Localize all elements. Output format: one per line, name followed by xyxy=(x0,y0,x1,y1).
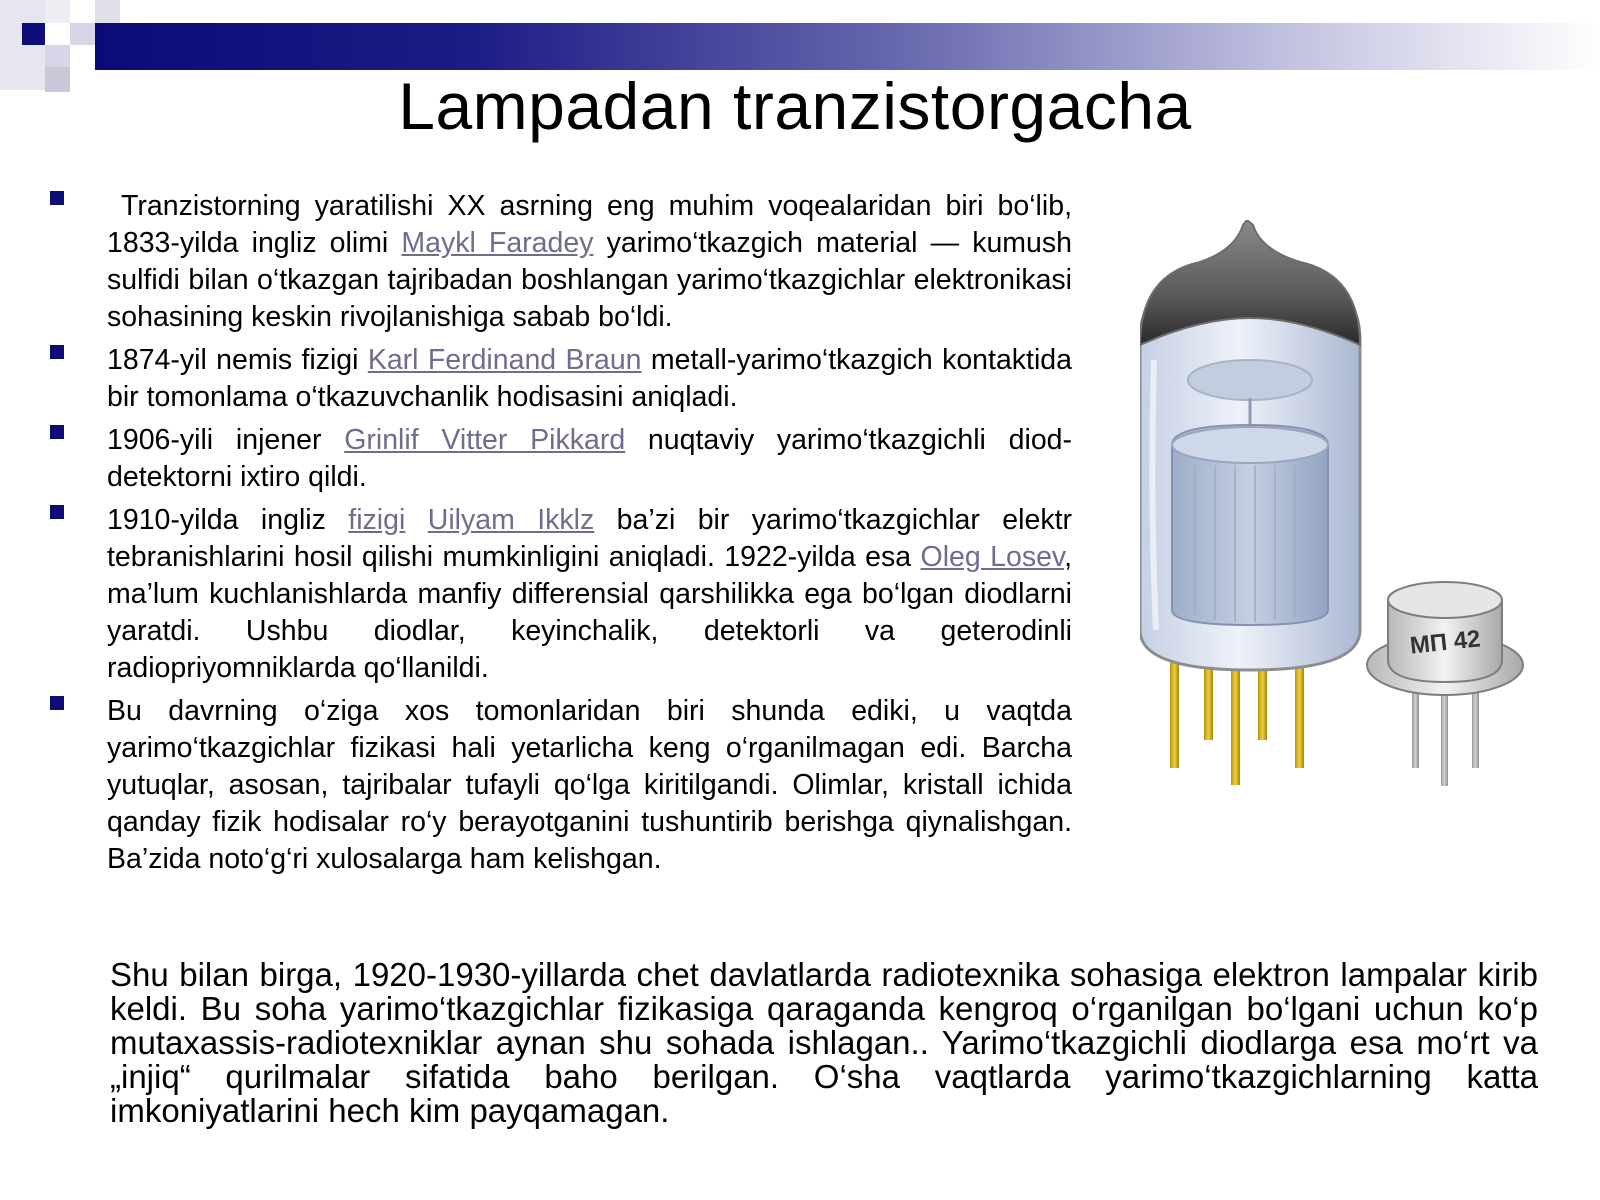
square-bullet-icon xyxy=(50,345,64,359)
link-maykl-faradey[interactable]: Maykl Faradey xyxy=(401,227,594,259)
corner-square-5 xyxy=(70,0,95,23)
bullet-item: Bu davrning o‘ziga xos tomonlaridan biri shunda ediki, u vaqtda yarimo‘tkazgichlar fizikasi hali yetarlicha keng o‘rganilmagan edi. Barcha yutuqlar, asosan, tajribalar tufayli qo‘lga kiritilgandi. Olimlar, kristall ichida qanday fizik hodisalar ro‘y berayotganini tushuntirib berishga qiynalishgan. Ba’zida noto‘g‘ri xulosalarga ham kelishgan. xyxy=(50,693,1072,878)
corner-square-2 xyxy=(45,0,70,23)
bullet-item: 1874-yil nemis fizigi Karl Ferdinand Braun metall-yarimo‘tkazgich kontaktida bir tomonlama o‘tkazuvchanlik hodisasini aniqladi. xyxy=(50,342,1072,416)
square-bullet-icon xyxy=(50,505,64,519)
square-bullet-icon xyxy=(50,696,64,710)
corner-square-6 xyxy=(95,0,120,23)
bullet-item: 1906-yili injener Grinlif Vitter Pikkard nuqtaviy yarimo‘tkazgichli diod-detektorni ixtiro qildi. xyxy=(50,422,1072,496)
square-bullet-icon xyxy=(50,191,64,205)
bullet-item: Tranzistorning yaratilishi XX asrning eng muhim voqealaridan biri bo‘lib, 1833-yilda ingliz olimi Maykl Faradey yarimo‘tkazgich material — kumush sulfidi bilan o‘tkazgan tajribadan boshlangan yarimo‘tkazgichlar elektronikasi sohasining keskin rivojlanishiga sabab bo‘ldi. xyxy=(50,188,1072,336)
corner-square-4 xyxy=(22,23,45,45)
header-gradient-bar xyxy=(95,23,1600,70)
closing-paragraph: Shu bilan birga, 1920-1930-yillarda chet davlatlarda radiotexnika sohasiga elektron lampalar kirib keldi. Bu soha yarimo‘tkazgichlar fizikasiga qaraganda kengroq o‘rganilgan bo‘lgani uchun ko‘p mutaxassis-radiotexniklar aynan shu sohada ishlagan.. Yarimo‘tkazgichli diodlarga esa mo‘rt va „injiq“ qurilmalar sifatida baho berilgan. O‘sha vaqtlarda yarimo‘tkazgichlarning katta imkoniyatlarini hech kim payqamagan. xyxy=(110,956,1538,1129)
link-grinlif-vitter-pikkard[interactable]: Grinlif Vitter Pikkard xyxy=(344,424,626,456)
tube-and-transistor-illustration xyxy=(1140,220,1560,820)
transistor-icon xyxy=(1367,582,1523,786)
square-bullet-icon xyxy=(50,425,64,439)
link-karl-ferdinand-braun[interactable]: Karl Ferdinand Braun xyxy=(367,344,642,376)
bullet-list xyxy=(50,188,1072,884)
vacuum-tube-icon xyxy=(1140,220,1360,785)
link-uilyam-ikklz[interactable]: Uilyam Ikklz xyxy=(427,504,595,536)
link-fizigi[interactable]: fizigi xyxy=(348,504,406,536)
corner-square-7 xyxy=(70,23,95,45)
transistor-marking: МП 42 xyxy=(1408,625,1482,660)
link-oleg-losev[interactable]: Oleg Losev xyxy=(920,541,1065,573)
bullet-item: 1910-yilda ingliz fizigi Uilyam Ikklz ba’zi bir yarimo‘tkazgichlar elektr tebranishlarini hosil qilishi mumkinligini aniqladi. 1922-yilda esa Oleg Losev, ma’lum kuchlanishlarda manfiy differensial qarshilikka ega bo‘lgan diodlarni yaratdi. Ushbu diodlar, keyinchalik, detektorli va geterodinli radiopriyomniklarda qo‘llanildi. xyxy=(50,502,1072,687)
corner-square-8 xyxy=(45,45,70,67)
slide-title: Lampadan tranzistorgacha xyxy=(398,69,1192,143)
